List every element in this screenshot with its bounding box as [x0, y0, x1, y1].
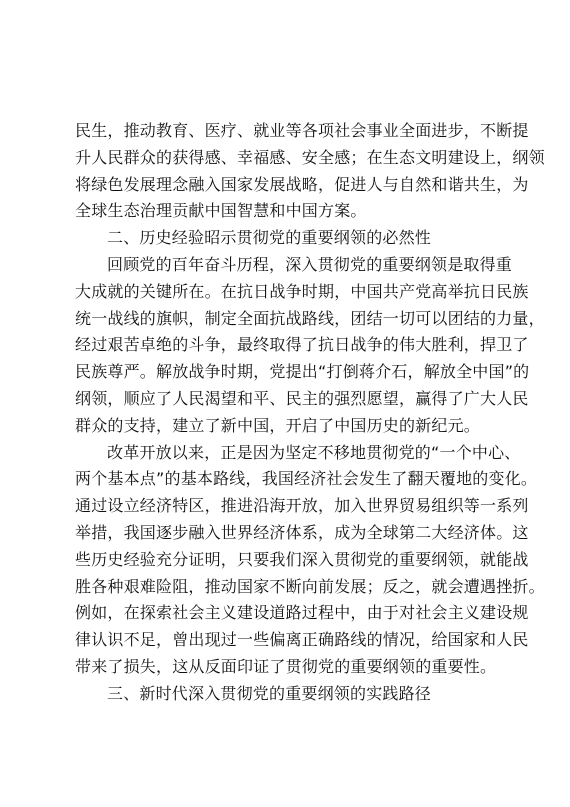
paragraph-line: 民生，推动教育、医疗、就业等各项社会事业全面进步，不断提	[75, 121, 529, 140]
section-heading-3: 三、新时代深入贯彻党的重要纲领的实践路径	[107, 683, 432, 703]
paragraph-line: 民族尊严。解放战争时期，党提出“打倒蒋介石，解放全中国”的	[75, 362, 530, 382]
paragraph-line: 通过设立经济特区，推进沿海开放，加入世界贸易组织等一系列	[75, 496, 529, 516]
paragraph-line: 例如，在探索社会主义建设道路过程中，由于对社会主义建设规	[75, 603, 529, 623]
paragraph-line: 大成就的关键所在。在抗日战争时期，中国共产党高举抗日民族	[75, 281, 529, 301]
paragraph-line: 举措，我国逐步融入世界经济体系，成为全球第二大经济体。这	[75, 522, 529, 542]
paragraph-line: 带来了损失，这从反面印证了贯彻党的重要纲领的重要性。	[75, 656, 497, 676]
paragraph-line: 两个基本点”的基本路线，我国经济社会发生了翻天覆地的变化。	[75, 469, 538, 489]
paragraph-line: 胜各种艰难险阻，推动国家不断向前发展；反之，就会遭遇挫折。	[75, 576, 545, 596]
paragraph-line: 升人民群众的获得感、幸福感、安全感；在生态文明建设上，纲领	[75, 147, 545, 167]
paragraph-line: 律认识不足，曾出现过一些偏离正确路线的情况，给国家和人民	[75, 630, 529, 650]
paragraph-line: 回顾党的百年奋斗历程，深入贯彻党的重要纲领是取得重	[107, 254, 513, 274]
paragraph-line: 将绿色发展理念融入国家发展战略，促进人与自然和谐共生，为	[75, 174, 529, 194]
paragraph-line: 纲领，顺应了人民渴望和平、民主的强烈愿望，赢得了广大人民	[75, 388, 529, 408]
paragraph-line: 经过艰苦卓绝的斗争，最终取得了抗日战争的伟大胜利，捍卫了	[75, 335, 529, 355]
paragraph-line: 改革开放以来，正是因为坚定不移地贯彻党的“一个中心、	[107, 442, 521, 462]
paragraph-line: 些历史经验充分证明，只要我们深入贯彻党的重要纲领，就能战	[75, 549, 529, 569]
paragraph-line: 全球生态治理贡献中国智慧和中国方案。	[75, 201, 367, 221]
paragraph-line: 统一战线的旗帜，制定全面抗战路线，团结一切可以团结的力量，	[75, 308, 545, 328]
paragraph-line: 群众的支持，建立了新中国，开启了中国历史的新纪元。	[75, 415, 481, 435]
section-heading-2: 二、历史经验昭示贯彻党的重要纲领的必然性	[107, 228, 432, 248]
document-body	[75, 118, 545, 708]
